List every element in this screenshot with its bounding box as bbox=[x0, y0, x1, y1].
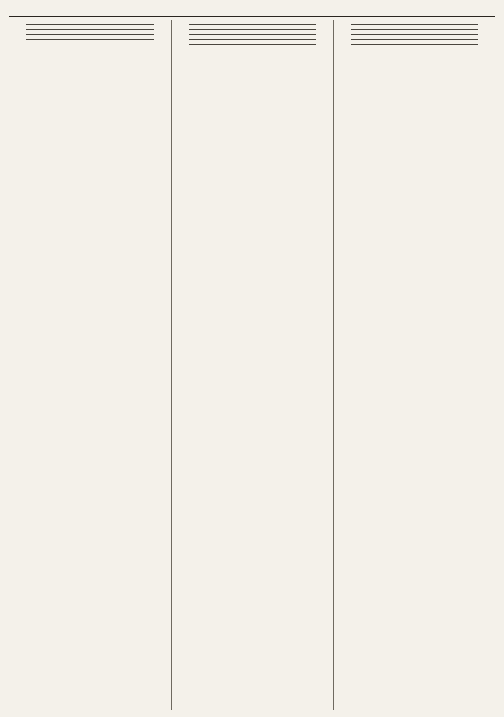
article-separator bbox=[189, 39, 316, 40]
article-separator bbox=[189, 34, 316, 35]
column-1 bbox=[9, 20, 171, 710]
column-3 bbox=[333, 20, 495, 710]
article-separator bbox=[351, 34, 478, 35]
article-separator bbox=[351, 39, 478, 40]
header-rule bbox=[9, 16, 495, 17]
article-separator bbox=[351, 44, 478, 45]
article-separator bbox=[351, 24, 478, 25]
article-separator bbox=[189, 29, 316, 30]
column-grid bbox=[9, 20, 495, 710]
article-separator bbox=[351, 29, 478, 30]
article-separator bbox=[26, 24, 154, 25]
article-separator bbox=[26, 39, 154, 40]
article-separator bbox=[26, 29, 154, 30]
article-separator bbox=[189, 44, 316, 45]
page-number bbox=[9, 4, 495, 15]
article-separator bbox=[189, 24, 316, 25]
column-2 bbox=[171, 20, 333, 710]
article-separator bbox=[26, 34, 154, 35]
